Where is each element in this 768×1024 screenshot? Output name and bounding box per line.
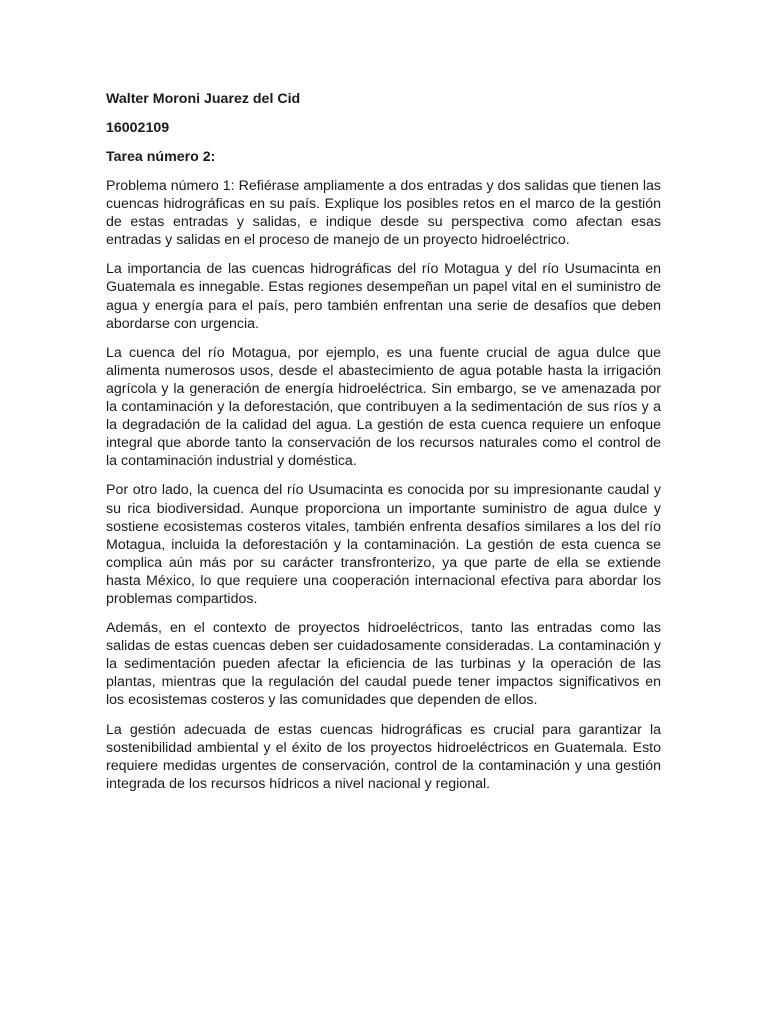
author-name: Walter Moroni Juarez del Cid xyxy=(106,91,301,107)
body-paragraph-usumacinta: Por otro lado, la cuenca del río Usumacinta es conocida por su impresionante caudal y su rica biodiversidad. Aunque proporciona un importante suministro de agua dulce y sostiene ecosistemas costeros vitales, también enfrenta desafíos similares a los del río Motagua, incluida la deforestación y la contaminación. La gestión de esta cuenca se complica aún más por su carácter transfronterizo, ya que parte de ella se extiende hasta México, lo que requiere una cooperación internacional efectiva para abordar los problemas compartidos. xyxy=(106,482,661,607)
document-page xyxy=(106,90,661,804)
body-paragraph-conclusion: La gestión adecuada de estas cuencas hidrográficas es crucial para garantizar la sostenibilidad ambiental y el éxito de los proyectos hidroeléctricos en Guatemala. Esto requiere medidas urgentes de conservación, control de la contaminación y una gestión integrada de los recursos hídricos a nivel nacional y regional. xyxy=(106,721,661,792)
body-paragraph-motagua: La cuenca del río Motagua, por ejemplo, es una fuente crucial de agua dulce que alimenta numerosos usos, desde el abastecimiento de agua potable hasta la irrigación agrícola y la generación de energía hidroeléctrica. Sin embargo, se ve amenazada por la contaminación y la deforestación, que contribuyen a la sedimentación de sus ríos y a la degradación de la calidad del agua. La gestión de esta cuenca requiere un enfoque integral que aborde tanto la conservación de los recursos naturales como el control de la contaminación industrial y doméstica. xyxy=(106,344,661,470)
student-id: 16002109 xyxy=(106,120,170,136)
problem-statement-paragraph: Problema número 1: Refiérase ampliamente a dos entradas y dos salidas que tienen las cuencas hidrográficas en su país. Explique los posibles retos en el marco de la gestión de estas entradas y salidas, e indique desde su perspectiva como afectan esas entradas y salidas en el proceso de manejo de un proyecto hidroeléctrico. xyxy=(106,178,661,249)
body-paragraph-hydroelectric: Además, en el contexto de proyectos hidroeléctricos, tanto las entradas como las salidas de estas cuencas deben ser cuidadosamente consideradas. La contaminación y la sedimentación pueden afectar la eficiencia de las turbinas y la operación de las plantas, mientras que la regulación del caudal puede tener impactos significativos en los ecosistemas costeros y las comunidades que dependen de ellos. xyxy=(106,620,661,709)
assignment-title: Tarea número 2: xyxy=(106,149,216,165)
body-paragraph-importance: La importancia de las cuencas hidrográficas del río Motagua y del río Usumacinta en Guatemala es innegable. Estas regiones desempeñan un papel vital en el suministro de agua y energía para el país, pero también enfrentan una serie de desafíos que deben abordarse con urgencia. xyxy=(106,261,661,332)
